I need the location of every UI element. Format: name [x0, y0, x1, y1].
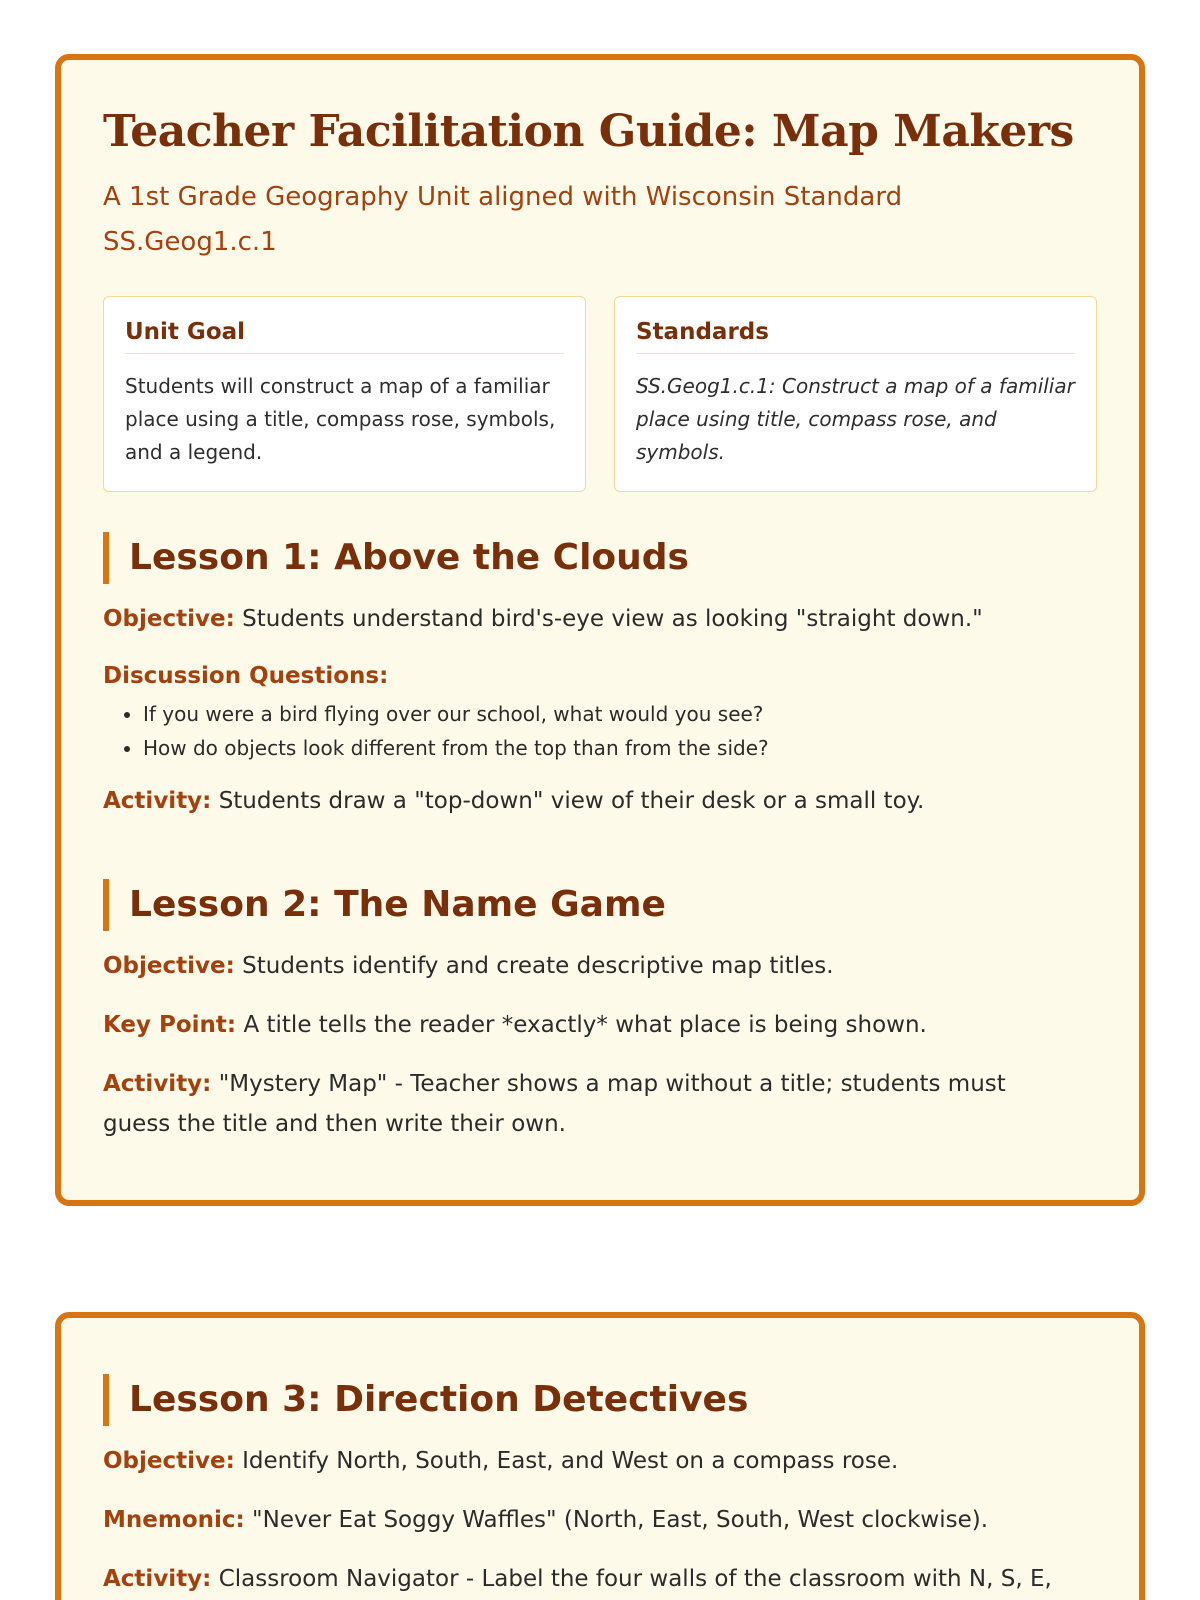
standards-text: SS.Geog1.c.1: Construct a map of a familiar place using title, compass rose, and symbols. — [636, 373, 1075, 464]
lesson-2-section — [103, 879, 1097, 1144]
lesson-1-objective — [103, 599, 1097, 639]
activity-label: Activity: — [103, 788, 212, 815]
page-subtitle: A 1st Grade Geography Unit aligned with Wisconsin Standard SS.Geog1.c.1 — [103, 181, 903, 258]
lesson-2-key-point — [103, 1005, 1097, 1045]
mnemonic-text: "Never Eat Soggy Waffles" (North, East, South, West clockwise). — [252, 1507, 989, 1534]
lesson-3-mnemonic — [103, 1500, 1097, 1540]
lesson-2-activity — [103, 1064, 1063, 1144]
lesson-2-title: Lesson 2: The Name Game — [103, 879, 1097, 931]
objective-label: Objective: — [103, 605, 235, 632]
guide-card-page-2 — [55, 1312, 1145, 1600]
unit-goal-box — [103, 296, 586, 492]
mnemonic-label: Mnemonic: — [103, 1507, 245, 1534]
activity-label: Activity: — [103, 1071, 212, 1098]
key-point-label: Key Point: — [103, 1012, 237, 1039]
objective-text: Identify North, South, East, and West on a compass rose. — [242, 1448, 899, 1474]
activity-text: Students draw a "top-down" view of their desk or a small toy. — [218, 788, 925, 815]
lesson-3-activity — [103, 1559, 1097, 1599]
lesson-1-section — [103, 532, 1097, 821]
activity-text: Classroom Navigator - Label the four walls of the classroom with N, S, E, — [218, 1566, 1052, 1593]
discussion-questions-label: Discussion Questions: — [103, 662, 389, 689]
standards-box — [614, 296, 1097, 492]
objective-text: Students identify and create descriptive map titles. — [242, 953, 834, 980]
page-title: Teacher Facilitation Guide: Map Makers — [103, 106, 1074, 157]
guide-card-page-1 — [55, 54, 1145, 1206]
lesson-2-objective — [103, 946, 1097, 986]
objective-text: Students understand bird's-eye view as looking "straight down." — [242, 605, 983, 632]
list-item: • If you were a bird flying over our school, what would you see? — [143, 698, 1097, 732]
key-point-text: A title tells the reader *exactly* what place is being shown. — [243, 1012, 927, 1039]
lesson-1-activity — [103, 781, 1097, 821]
lesson-3-section — [103, 1374, 1097, 1599]
list-item: • How do objects look different from the top than from the side? — [143, 732, 1097, 766]
unit-goal-title: Unit Goal — [125, 319, 564, 354]
info-row — [103, 296, 1097, 492]
discussion-questions-list — [103, 698, 1097, 765]
lesson-3-objective — [103, 1441, 1097, 1481]
unit-goal-text: Students will construct a map of a familiar place using a title, compass rose, symbols, and a legend. — [125, 373, 556, 464]
activity-text: "Mystery Map" - Teacher shows a map without a title; students must guess the title and then write their own. — [103, 1071, 1006, 1138]
activity-label: Activity: — [103, 1566, 212, 1593]
lesson-1-title: Lesson 1: Above the Clouds — [103, 532, 1097, 584]
lesson-3-title: Lesson 3: Direction Detectives — [103, 1374, 1097, 1426]
standards-title: Standards — [636, 319, 1075, 354]
objective-label: Objective: — [103, 1448, 235, 1474]
objective-label: Objective: — [103, 953, 235, 980]
